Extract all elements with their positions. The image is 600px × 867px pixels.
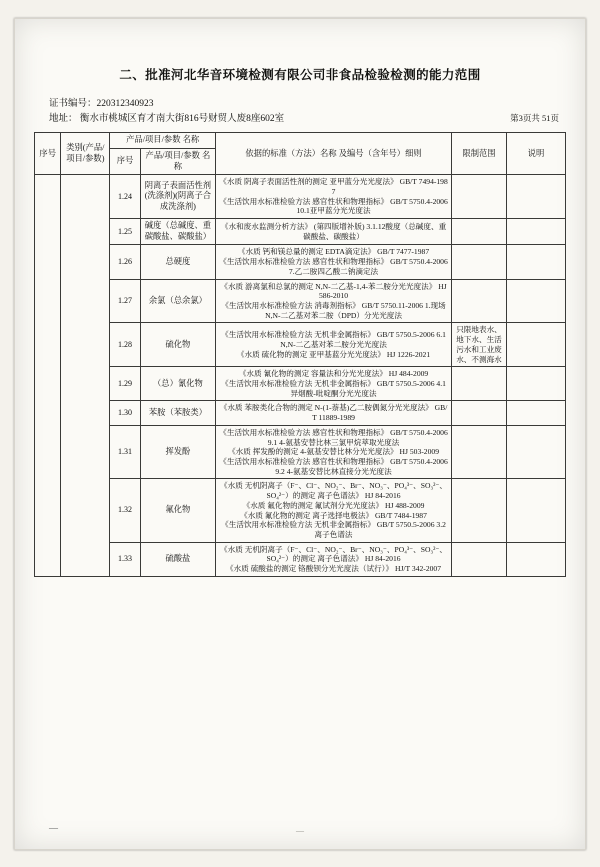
row-name: 苯胺（苯胺类） bbox=[140, 401, 215, 425]
row-limit bbox=[452, 175, 507, 219]
row-no: 1.29 bbox=[110, 367, 141, 401]
address-row bbox=[49, 112, 585, 127]
row-remark bbox=[506, 479, 565, 542]
page-title: 二、批准河北华音环境检测有限公司非食品检验检测的能力范围 bbox=[119, 68, 481, 82]
header-category: 类别(产品/项目/参数) bbox=[61, 133, 110, 175]
row-no: 1.33 bbox=[110, 542, 141, 576]
row-remark bbox=[506, 425, 565, 479]
table-row bbox=[35, 425, 566, 479]
row-name: 挥发酚 bbox=[140, 425, 215, 479]
row-name: 余氯（总余氯） bbox=[140, 279, 215, 323]
header-limit: 限制范围 bbox=[452, 133, 507, 175]
row-standards: 《水质 无机阴离子（F⁻、Cl⁻、NO₂⁻、Br⁻、NO₃⁻、PO₄³⁻、SO₃²⁻、SO₄²⁻）的测定 离子色谱法》 HJ 84-2016 《水质 氟化物的测定 氟试剂分光光度法》 HJ 488-2009 《水质 氟化物的测定 离子选择电极法》 GB/T 7484-1987 《生活饮用水标准检验方法 无机非金属指标》 GB/T 5750.5-2006 3.2离子色谱法 bbox=[216, 479, 452, 542]
row-no: 1.28 bbox=[110, 323, 141, 367]
row-limit bbox=[452, 479, 507, 542]
header-product-name: 产品/项目/参数 名称 bbox=[140, 149, 215, 175]
row-name: 硫化物 bbox=[140, 323, 215, 367]
table-row bbox=[35, 245, 566, 279]
row-limit bbox=[452, 401, 507, 425]
header-remark: 说明 bbox=[506, 133, 565, 175]
row-remark bbox=[506, 542, 565, 576]
capability-table bbox=[34, 132, 566, 576]
row-limit bbox=[452, 367, 507, 401]
row-no: 1.24 bbox=[110, 175, 141, 219]
header-seq: 序号 bbox=[35, 133, 61, 175]
row-remark bbox=[506, 219, 565, 245]
page-marker: 第3页共 51页 bbox=[510, 112, 559, 123]
paper-sheet bbox=[14, 18, 586, 850]
row-no: 1.27 bbox=[110, 279, 141, 323]
header-product-no: 序号 bbox=[110, 149, 141, 175]
row-no: 1.32 bbox=[110, 479, 141, 542]
address: 地址： 衡水市桃城区育才南大街816号财贸人废8座602室 bbox=[49, 113, 285, 124]
row-standards: 《水和废水监测分析方法》 (第四版增补版) 3.1.12酸度（总碱度、重碳酸盐、碳酸盐） bbox=[216, 219, 452, 245]
row-name: 碱度（总碱度、重碳酸盐、碳酸盐） bbox=[140, 219, 215, 245]
row-limit: 只限地表水、地下水、生活污水和工业废水、不测海水 bbox=[452, 323, 507, 367]
table-body bbox=[35, 175, 566, 577]
table-row bbox=[35, 279, 566, 323]
table-row bbox=[35, 219, 566, 245]
row-standards: 《水质 氰化物的测定 容量法和分光光度法》 HJ 484-2009 《生活饮用水标准检验方法 无机非金属指标》 GB/T 5750.5-2006 4.1异烟酸-吡啶酮分光光度法 bbox=[216, 367, 452, 401]
row-no: 1.31 bbox=[110, 425, 141, 479]
row-remark bbox=[506, 367, 565, 401]
table-row bbox=[35, 175, 566, 219]
row-name: 硫酸盐 bbox=[140, 542, 215, 576]
row-remark bbox=[506, 175, 565, 219]
row-remark bbox=[506, 401, 565, 425]
row-limit bbox=[452, 542, 507, 576]
row-seq bbox=[35, 175, 61, 577]
row-standards: 《生活饮用水标准检验方法 感官性状和物理指标》 GB/T 5750.4-2006 9.1 4-氨基安替比林三氯甲烷萃取光度法 《水质 挥发酚的测定 4-氨基安替比林分光光度法》 HJ 503-2009 《生活饮用水标准检验方法 感官性状和物理指标》 GB/T 5750.4-2006 9.2 4-氨基安替比林直接分光光度法 bbox=[216, 425, 452, 479]
row-limit bbox=[452, 245, 507, 279]
table-row bbox=[35, 542, 566, 576]
table-row bbox=[35, 367, 566, 401]
row-standards: 《水质 游离氯和总氯的测定 N,N-二乙基-1,4-苯二胺分光光度法》 HJ 586-2010 《生活饮用水标准检验方法 消毒剂指标》 GB/T 5750.11-2006 1.现场 N,N-二乙基对苯二胺（DPD）分光光度法 bbox=[216, 279, 452, 323]
table-row bbox=[35, 479, 566, 542]
row-standards: 《水质 钙和镁总量的测定 EDTA滴定法》 GB/T 7477-1987 《生活饮用水标准检验方法 感官性状和物理指标》 GB/T 5750.4-2006 7.乙二胺四乙酸二钠滴定法 bbox=[216, 245, 452, 279]
table-header-row bbox=[35, 133, 566, 149]
cert-number: 证书编号：220312340923 bbox=[49, 99, 154, 109]
row-name: 总硬度 bbox=[140, 245, 215, 279]
document-meta bbox=[15, 97, 585, 126]
cert-number-row bbox=[49, 97, 585, 112]
row-standards: 《生活饮用水标准检验方法 无机非金属指标》 GB/T 5750.5-2006 6.1 N,N-二乙基对苯二胺分光光度法 《水质 硫化物的测定 亚甲基蓝分光光度法》 HJ 1226-2021 bbox=[216, 323, 452, 367]
row-name: 氟化物 bbox=[140, 479, 215, 542]
row-name: 阴离子表面活性剂(洗涤剂)(阴离子合成洗涤剂) bbox=[140, 175, 215, 219]
row-no: 1.25 bbox=[110, 219, 141, 245]
header-standard: 依据的标准（方法）名称 及编号（含年号）细则 bbox=[216, 133, 452, 175]
footer-center-mark: — bbox=[296, 826, 304, 835]
row-limit bbox=[452, 425, 507, 479]
row-limit bbox=[452, 219, 507, 245]
row-limit bbox=[452, 279, 507, 323]
row-remark bbox=[506, 279, 565, 323]
row-category bbox=[61, 175, 110, 577]
row-remark bbox=[506, 245, 565, 279]
header-product-group: 产品/项目/参数 名称 bbox=[110, 133, 216, 149]
row-standards: 《水质 无机阴离子（F⁻、Cl⁻、NO₂⁻、Br⁻、NO₃⁻、PO₄³⁻、SO₃²⁻、SO₄²⁻）的测定 离子色谱法》 HJ 84-2016 《水质 硫酸盐的测定 铬酸钡分光光度法（试行）》 HJ/T 342-2007 bbox=[216, 542, 452, 576]
footer-left-mark: — bbox=[49, 823, 58, 833]
row-standards: 《水质 阴离子表面活性剂的测定 亚甲蓝分光光度法》 GB/T 7494-1987 《生活饮用水标准检验方法 感官性状和物理指标》 GB/T 5750.4-2006 10.1亚甲蓝分光光度法 bbox=[216, 175, 452, 219]
row-standards: 《水质 苯胺类化合物的测定 N-(1-萘基)乙二胺偶氮分光光度法》 GB/T 11889-1989 bbox=[216, 401, 452, 425]
row-no: 1.26 bbox=[110, 245, 141, 279]
row-remark bbox=[506, 323, 565, 367]
row-name: （总）氰化物 bbox=[140, 367, 215, 401]
table-row bbox=[35, 323, 566, 367]
table-row bbox=[35, 401, 566, 425]
row-no: 1.30 bbox=[110, 401, 141, 425]
